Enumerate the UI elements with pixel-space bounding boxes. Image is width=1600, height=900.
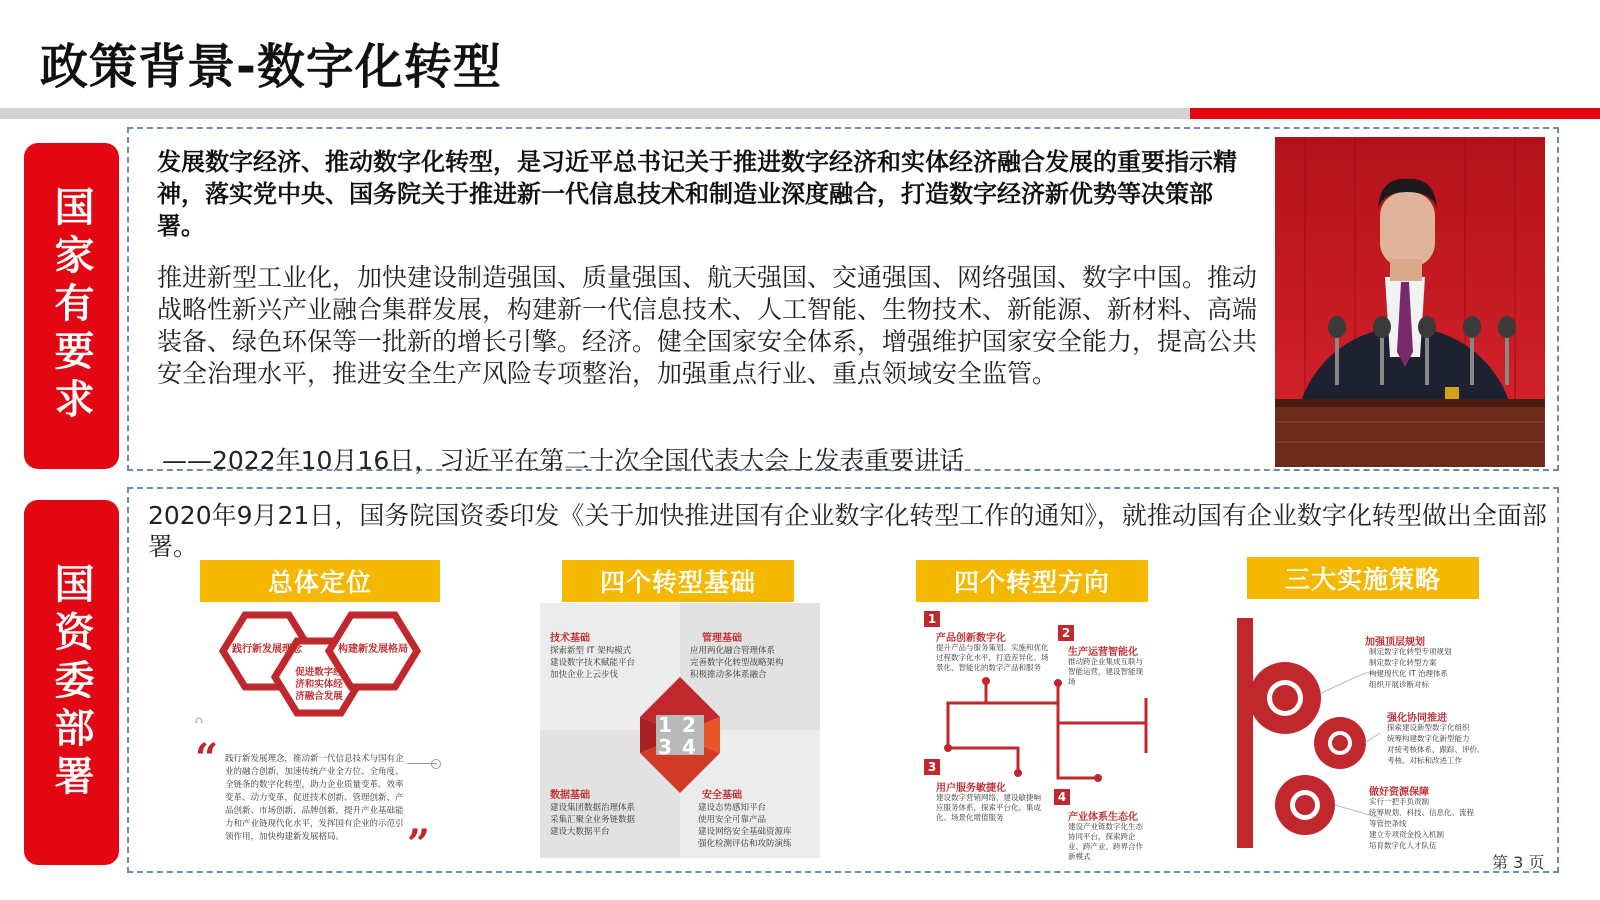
foundation-diamond-graphic [620,675,740,795]
num-3: 3 [658,735,672,759]
section-three-strategies: 三大实施策略 [1247,557,1479,599]
security-item-3: 建设网络安全基础资源库 [698,827,792,837]
strategy-planning-item-4: 组织开展诊断对标 [1369,680,1429,689]
tech-foundation-title: 技术基础 [550,633,590,644]
direction-ecosystem-text: 建设产业链数字化生态协同平台，探索跨企业、跨产业、跨界合作新模式 [1068,822,1143,861]
speaker-photo [1275,137,1545,467]
mgmt-item-2: 完善数字化转型战略架构 [690,658,784,668]
gears-graphic [1245,653,1385,853]
tech-item-1: 探索新型 IT 架构模式 [550,646,632,656]
header-bar-red [1190,108,1600,119]
open-quote-icon: “ [195,735,219,782]
num-2: 2 [682,713,696,737]
data-item-1: 建设集团数据治理体系 [550,803,636,813]
direction-production-text: 推动跨企业集成互联与智能运营，建设智能现场 [1068,657,1143,686]
tech-item-2: 建设数字技术赋能平台 [550,658,636,668]
sasac-intro-text: 2020年9月21日，国务院国资委印发《关于加快推进国有企业数字化转型工作的通知》，就推动国有企业数字化转型做出全面部署。 [148,501,1547,561]
mgmt-foundation-title: 管理基础 [702,633,742,644]
hexagon-graphic [193,603,446,723]
data-item-3: 建设大数据平台 [550,827,610,837]
strategy-planning-title: 加强顶层规划 [1365,637,1425,648]
direction-num-2: 2 [1058,625,1074,641]
strategy-planning-item-3: 构建现代化 IT 治理体系 [1369,669,1449,678]
national-quote: ——2022年10月16日，习近平在第二十次全国代表大会上发表重要讲话 [162,446,965,475]
national-body-text: 推进新型工业化，加快建设制造强国、质量强国、航天强国、交通强国、网络强国、数字中国。推动战略性新兴产业融合集群发展，构建新一代信息技术、人工智能、生物技术、新能源、新材料、高端装备、绿色环保等一批新的增长引擎。经济。健全国家安全体系，增强维护国家安全能力，提高公共安全治理水平，推进安全生产风险专项整治，加强重点行业、重点领域安全监管。 [157,263,1258,388]
direction-num-4: 4 [1054,789,1070,805]
data-item-2: 采集汇聚全业务链数据 [550,815,636,825]
direction-user-text: 建设数字营销网络，建设敏捷响应服务体系，探索平台化、集成化、场景化增值服务 [936,793,1041,822]
strategy-planning-item-2: 制定数字化转型方案 [1369,658,1437,667]
strategy-planning-item-1: 制定数字化转型专项规划 [1369,647,1452,656]
direction-product-text: 提升产品与服务策划、实施和优化过程数字化水平，打造差异化、场景化、智能化的数字产品和服务 [936,643,1049,672]
section-four-foundations: 四个转型基础 [562,560,794,602]
num-4: 4 [682,735,696,759]
section-four-directions: 四个转型方向 [916,560,1148,602]
direction-num-3: 3 [924,759,940,775]
security-item-2: 使用安全可靠产品 [698,815,767,825]
close-quote-icon: ” [407,821,431,868]
direction-user-title: 用户服务敏捷化 [936,783,1006,794]
direction-production-title: 生产运营智能化 [1068,647,1138,658]
tech-item-3: 加快企业上云步伐 [550,670,619,680]
strategy-resources-item-4: 培育数字化人才队伍 [1369,841,1437,850]
strategy-resources-item-2: 统筹规划、科技、信息化、流程等管控条线 [1369,808,1474,828]
page-title: 政策背景-数字化转型 [40,39,502,95]
hex-build-new-pattern: 构建新发展格局 [338,644,408,655]
security-item-4: 强化检测评估和攻防演练 [698,839,792,849]
direction-ecosystem-title: 产业体系生态化 [1068,812,1138,823]
label-national-requirement: 国家有要求 [24,143,119,469]
card-three-strategies [1237,603,1487,858]
page-number: 第 3 页 [1492,853,1545,872]
strategy-coordination-item-2: 统筹构建数字化新型能力 [1387,734,1470,743]
security-foundation-title: 安全基础 [702,790,742,801]
section-overall-positioning: 总体定位 [200,560,440,602]
strategy-coordination-title: 强化协同推进 [1387,713,1447,724]
card-four-directions [918,603,1150,861]
strategy-resources-item-1: 实行一把手负责制 [1369,797,1429,806]
card-overall-positioning [193,603,446,868]
hex-practice-new-concept: 践行新发展理念 [232,644,302,655]
strategy-resources-item-3: 建立专项资金投入机制 [1369,830,1444,839]
card-four-foundations [540,603,820,858]
label-sasac-deployment: 国资委部署 [24,500,119,865]
mgmt-item-1: 应用两化融合管理体系 [690,646,776,656]
strategy-resources-title: 做好资源保障 [1369,787,1429,798]
header-bar-gray [0,108,1190,119]
strategy-coordination-item-1: 探索建设新型数字化组织 [1387,723,1470,732]
national-bold-text: 发展数字经济、推动数字化转型，是习近平总书记关于推进数字经济和实体经济融合发展的重要指示精神，落实党中央、国务院关于推进新一代信息技术和制造业深度融合，打造数字经济新优势等决策部署。 [157,148,1237,240]
direction-num-1: 1 [924,611,940,627]
mgmt-item-3: 积极推动多体系融合 [690,670,767,680]
security-item-1: 建设态势感知平台 [698,803,767,813]
hex-promote-integration: 促进数字经济和实体经济融合发展 [295,667,343,702]
strategy-coordination-item-3: 对接考核体系，跟踪、评价、考核、对标和改进工作 [1387,745,1485,765]
data-foundation-title: 数据基础 [550,790,590,801]
num-1: 1 [658,713,672,737]
overall-positioning-text: 践行新发展理念，推动新一代信息技术与国有企业的融合创新，加速传统产业全方位、全角度、全链条的数字化转型，助力企业质量变革、效率变革、动力变革，促进技术创新、管理创新、产品创新、市场创新、品牌创新，提升产业基础能力和产业链现代化水平，发挥国有企业的示范引领作用，加快构建新发展格局。 [225,754,404,842]
direction-product-title: 产品创新数字化 [936,633,1006,644]
